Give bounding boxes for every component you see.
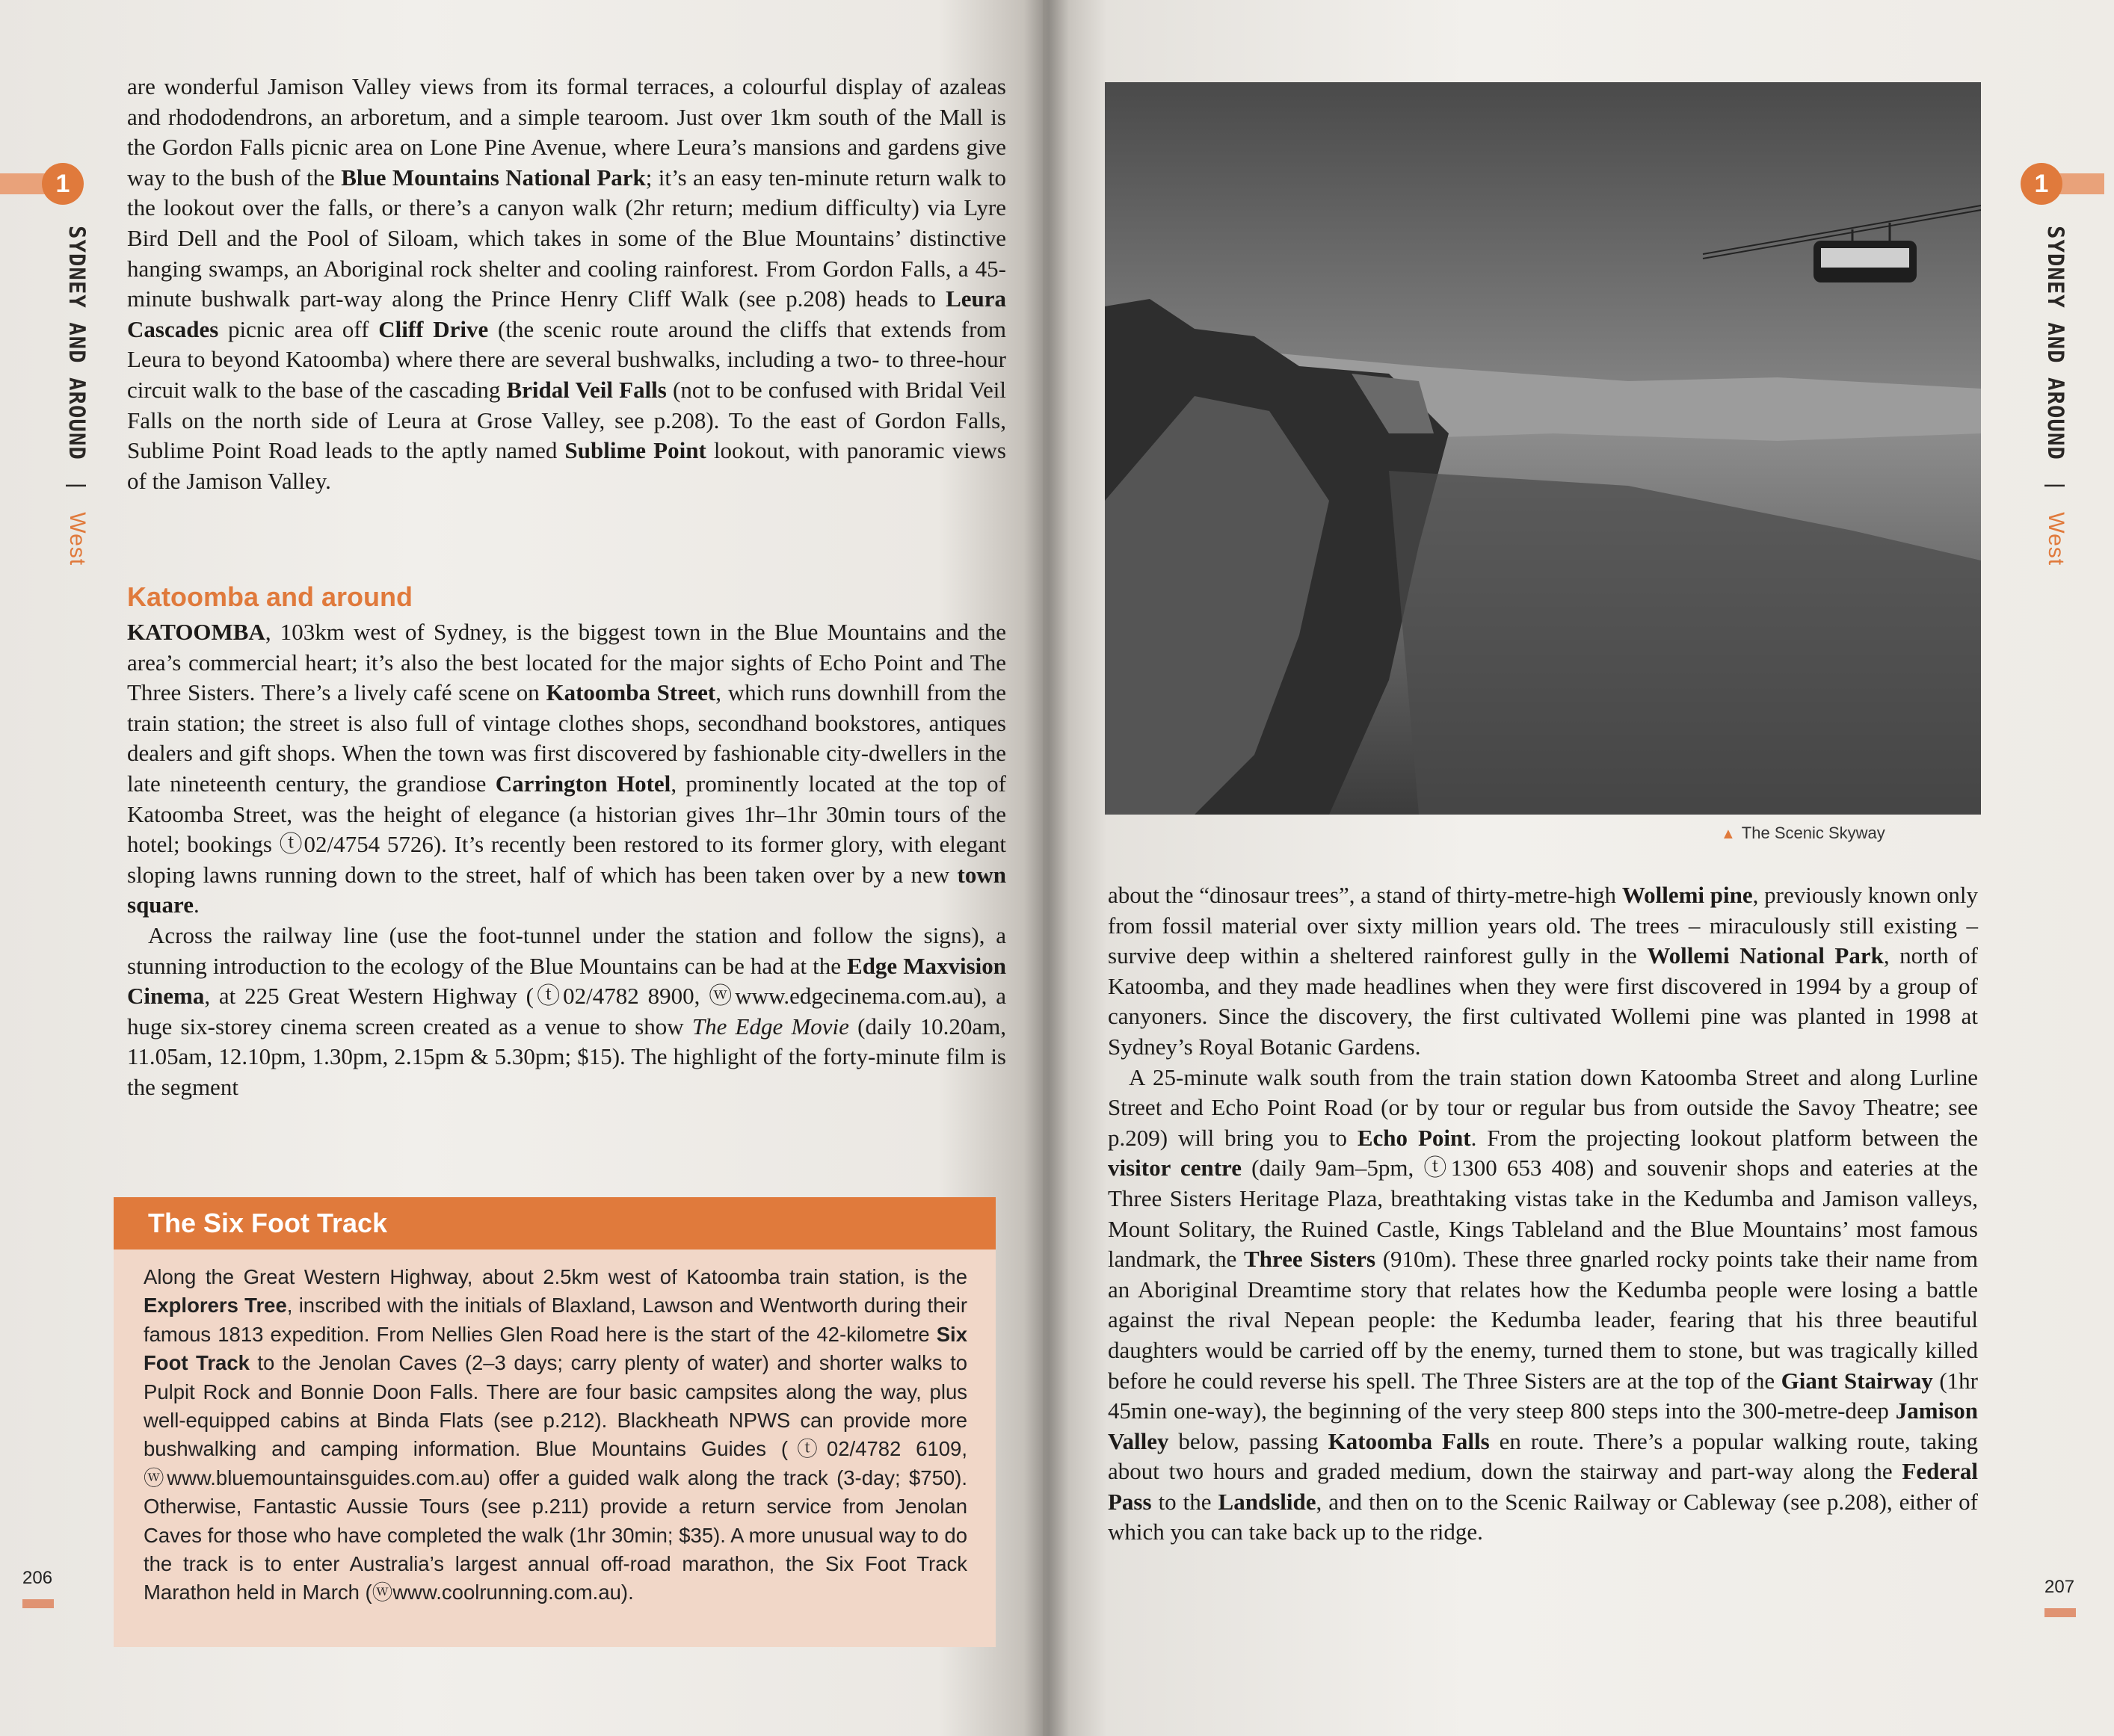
chapter-running-head — [36, 226, 90, 566]
page-number-bar-left — [22, 1599, 54, 1608]
book-gutter-shadow — [1024, 0, 1069, 1736]
section-heading: Katoomba and around — [127, 581, 413, 612]
chapter-number-badge: 1 — [42, 163, 84, 205]
scenic-skyway-photo — [1105, 82, 1981, 815]
intro-paragraph: are wonderful Jamison Valley views from its formal terraces, a colourful display of azaleas and rhododendrons, an arboretum, and a simple tearoom. Just over 1km south of the Mall is the Gordon Falls picnic area on Lone Pine Avenue, where Leura’s mansions and gardens give way to the bush of the Blue Mountains National Park; it’s an easy ten-minute return walk to the lookout over the falls, or there’s a canyon walk (2hr return; medium difficulty) via Lyre Bird Dell and the Pool of Siloam, which takes in some of the Blue Mountains’ distinctive hanging swamps, an Aboriginal rock shelter and cooling rainforest. From Gordon Falls, a 45-minute bushwalk part-way along the Prince Henry Cliff Walk (see p.208) heads to Leura Cascades picnic area off Cliff Drive (the scenic route around the cliffs that extends from Leura to beyond Katoomba) where there are several bushwalks, including a two- to three-hour circuit walk to the base of the cascading Bridal Veil Falls (not to be confused with Bridal Veil Falls on the north side of Leura at Grose Valley, see p.208). To the east of Gordon Falls, Sublime Point Road leads to the aptly named Sublime Point lookout, with panoramic views of the Jamison Valley. — [127, 73, 1007, 494]
running-head-separator: | — [2044, 483, 2068, 489]
page-number-right: 207 — [2044, 1577, 2075, 1597]
page-number-bar-right — [2044, 1608, 2076, 1617]
left-intro-text — [127, 72, 1006, 496]
echo-point-paragraph: A 25-minute walk south from the train station down Katoomba Street and along Lurline Street and Echo Point Road (or by tour or regular bus from outside the Savoy Theatre; see p.209) will bring you to Echo Point. From the projecting lookout platform between the visitor centre (daily 9am–5pm, ⓣ1300 653 408) and souvenir shops and eateries at the Three Sisters Heritage Plaza, breathtaking vistas take in the Kedumba and Jamison valleys, Mount Solitary, the Ruined Castle, Kings Tableland and the Blue Mountains’ most famous landmark, the Three Sisters (910m). These three gnarled rocky points take their name from an Aboriginal Dreamtime story that relates how the Kedumba people were losing a battle against the rival Nepean people: the Kedumba leader, fearing that his three beautiful daughters would be carried off by the enemy, turned them to stone, but was tragically killed before he could reverse his spell. The Three Sisters are at the top of the Giant Stairway (1hr 45min one-way), the beginning of the very steep 800 steps into the 300-metre-deep Jamison Valley below, passing Katoomba Falls en route. There’s a popular walking route, taking about two hours and graded medium, down the stairway and part-way along the Federal Pass to the Landslide, and then on to the Scenic Railway or Cableway (see p.208), either of which you can take back up to the ridge. — [1108, 1063, 1978, 1545]
six-foot-track-box — [114, 1197, 996, 1647]
page-number-left: 206 — [22, 1568, 53, 1588]
katoomba-paragraph: KATOOMBA, 103km west of Sydney, is the biggest town in the Blue Mountains and the area’s commercial heart; it’s also the best located for the major sights of Echo Point and The Three Sisters. There’s a lively café scene on Katoomba Street, which runs downhill from the train station; the street is also full of vintage clothes shops, secondhand bookstores, antiques dealers and gift shops. When the town was first discovered by fashionable city-dwellers in the late nineteenth century, the grandiose Carrington Hotel, prominently located at the top of Katoomba Street, was the height of elegance (a historian gives 1hr–1hr 30min tours of the hotel; bookings ⓣ02/4754 5726). It’s recently been restored to its former glory, with elegant sloping lawns running down to the street, half of which has been taken over by a new town square. — [127, 619, 1006, 918]
left-katoomba-text — [127, 617, 1006, 1103]
left-page — [0, 0, 1043, 1736]
wollemi-paragraph: about the “dinosaur trees”, a stand of thirty-metre-high Wollemi pine, previously known only from fossil material over sixty million years old. The trees – miraculously still existing – survive deep within a sheltered rainforest gully in the Wollemi National Park, north of Katoomba, and they made headlines when they were first discovered in 1994 by a group of canyoners. Since the discovery, the first cultivated Wollemi pine was planted in 1998 at Sydney’s Royal Botanic Gardens. — [1108, 882, 1979, 1060]
running-head-separator: | — [65, 483, 89, 489]
photo-caption — [1721, 824, 1885, 843]
box-body: Along the Great Western Highway, about 2.5km west of Katoomba train station, is the Explorers Tree, inscribed with the initials of Blaxland, Lawson and Wentworth during their famous 1813 expedition. From Nellies Glen Road here is the start of the 42-kilometre Six Foot Track to the Jenolan Caves (2–3 days; carry plenty of water) and shorter walks to Pulpit Rock and Bonnie Doon Falls. There are four basic campsites along the way, plus well-equipped cabins at Binda Flats (see p.212). Blackheath NPWS can provide more bushwalking and camping information. Blue Mountains Guides (ⓣ02/4782 6109, ⓦwww.bluemountainsguides.com.au) offer a guided walk along the track (3-day; $750). Otherwise, Fantastic Aussie Tours (see p.211) provide a return service from Jenolan Caves for those who have completed the walk (1hr 30min; $35). A more unusual way to do the track is to enter Australia’s largest annual off-road marathon, the Six Foot Track Marathon held in March (ⓦwww.coolrunning.com.au). — [144, 1265, 967, 1604]
right-body-text — [1108, 880, 1978, 1548]
chapter-title: SYDNEY AND AROUND — [64, 226, 90, 460]
chapter-tab-right — [2015, 163, 2068, 1030]
chapter-section: West — [65, 512, 90, 566]
chapter-section: West — [2044, 512, 2068, 566]
chapter-tab-left — [36, 163, 90, 1030]
railway-paragraph: Across the railway line (use the foot-tunnel under the station and follow the signs), a stunning introduction to the ecology of the Blue Mountains can be had at the Edge Maxvision Cinema, at 225 Great Western Highway (ⓣ02/4782 8900, ⓦwww.edgecinema.com.au), a huge six-storey cinema screen created as a venue to show The Edge Movie (daily 10.20am, 11.05am, 12.10pm, 1.30pm, 2.15pm & 5.30pm; $15). The highlight of the forty-minute film is the segment — [127, 921, 1007, 1100]
chapter-running-head — [2015, 226, 2068, 566]
chapter-title: SYDNEY AND AROUND — [2043, 226, 2068, 460]
chapter-number-badge: 1 — [2021, 163, 2062, 205]
photo-illustration — [1105, 82, 1981, 815]
caption-triangle-icon: ▲ — [1721, 826, 1736, 842]
box-title: The Six Foot Track — [114, 1197, 996, 1250]
caption-text: The Scenic Skyway — [1741, 824, 1885, 842]
